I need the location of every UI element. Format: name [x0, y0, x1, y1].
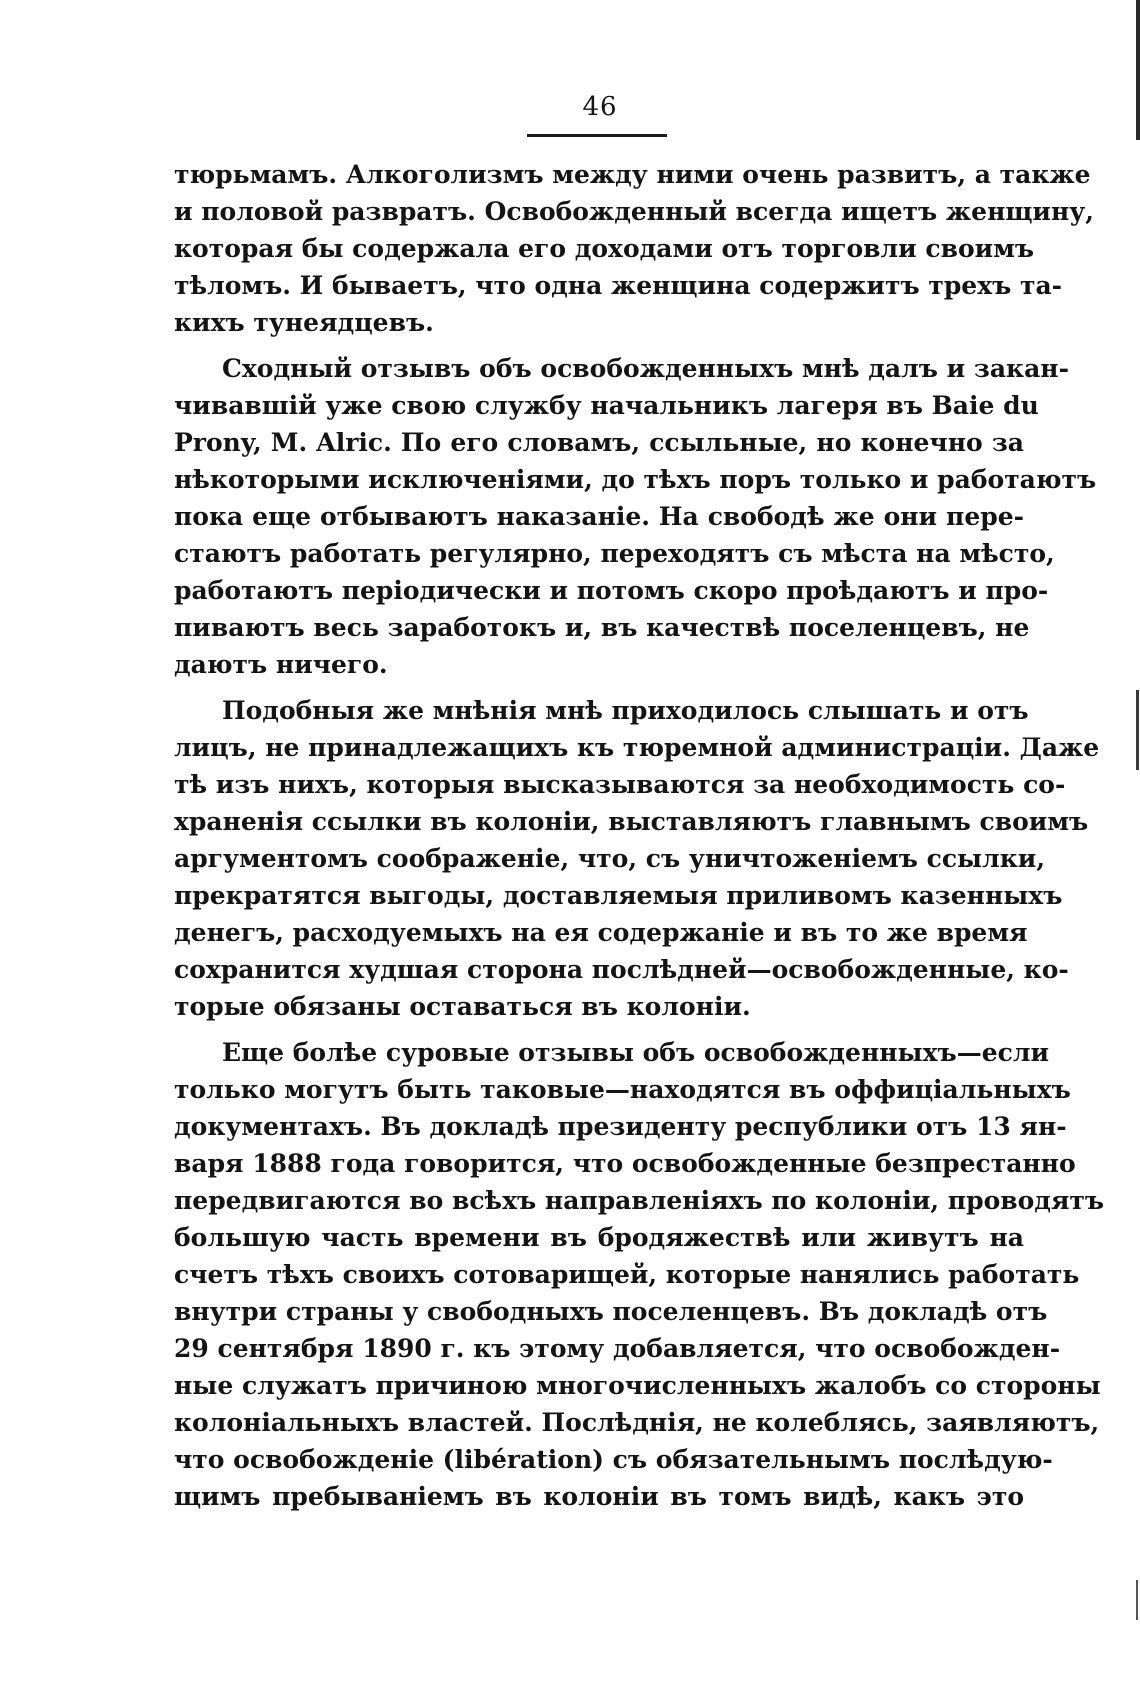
text-line: большую часть времени въ бродяжествѣ или живутъ на	[174, 1223, 1024, 1252]
page-number: 46	[582, 92, 618, 122]
text-line: только могутъ быть таковые—находятся въ оффиціальныхъ	[174, 1075, 1071, 1104]
text-line: тѣ изъ нихъ, которыя высказываются за необходимость со-	[174, 770, 1066, 799]
text-line: передвигаются во всѣхъ направленіяхъ по колоніи, проводятъ	[174, 1186, 1105, 1215]
text-line: стаютъ работать регулярно, переходятъ съ мѣста на мѣсто,	[174, 539, 1055, 568]
text-line: что освобожденіе (libération) съ обязательнымъ послѣдую-	[174, 1445, 1053, 1474]
text-line: колоніальныхъ властей. Послѣднія, не колеблясь, заявляютъ,	[174, 1408, 1100, 1437]
text-line: сохранится худшая сторона послѣдней—освобожденные, ко-	[174, 955, 1069, 984]
paragraph	[174, 692, 1100, 1025]
text-line: внутри страны у свободныхъ поселенцевъ. Въ докладѣ отъ	[174, 1297, 1048, 1326]
scan-edge-mark	[1136, 1580, 1138, 1620]
text-line: даютъ ничего.	[174, 650, 388, 679]
text-line: кихъ тунеядцевъ.	[174, 308, 434, 337]
text-line: пиваютъ весь заработокъ и, въ качествѣ поселенцевъ, не	[174, 613, 1030, 642]
text-line: 29 сентября 1890 г. къ этому добавляется, что освобожден-	[174, 1334, 1061, 1363]
text-line: торые обязаны оставаться въ колоніи.	[174, 992, 751, 1021]
paragraph	[174, 350, 1097, 683]
text-line: Еще болѣе суровые отзывы объ освобожденныхъ—если	[222, 1038, 1049, 1067]
page-number-rule	[527, 134, 667, 137]
text-line: документахъ. Въ докладѣ президенту республики отъ 13 ян-	[174, 1112, 1067, 1141]
text-line: щимъ пребываніемъ въ колоніи въ томъ видѣ, какъ это	[174, 1482, 1024, 1511]
text-line: счетъ тѣхъ своихъ сотоварищей, которые нанялись работать	[174, 1260, 1080, 1289]
text-line: аргументомъ соображеніе, что, съ уничтоженіемъ ссылки,	[174, 844, 1046, 873]
text-line: лицъ, не принадлежащихъ къ тюремной администраціи. Даже	[174, 733, 1100, 762]
text-line: прекратятся выгоды, доставляемыя приливомъ казенныхъ	[174, 881, 1063, 910]
text-line: варя 1888 года говорится, что освобожденные безпрестанно	[174, 1149, 1076, 1178]
text-line: чивавшій уже свою службу начальникъ лагеря въ Baie du	[174, 391, 1039, 420]
text-line: Prony, M. Alric. По его словамъ, ссыльные, но конечно за	[174, 428, 1024, 457]
text-line: которая бы содержала его доходами отъ торговли своимъ	[174, 234, 1035, 263]
body-text	[174, 156, 1105, 1515]
paragraph	[174, 1034, 1105, 1515]
text-line: пока еще отбываютъ наказаніе. На свободѣ же они пере-	[174, 502, 1024, 531]
text-line: Подобныя же мнѣнія мнѣ приходилось слышать и отъ	[222, 696, 1029, 725]
text-line: работаютъ періодически и потомъ скоро проѣдаютъ и про-	[174, 576, 1049, 605]
text-line: храненія ссылки въ колоніи, выставляютъ главнымъ своимъ	[174, 807, 1089, 836]
text-line: Сходный отзывъ объ освобожденныхъ мнѣ далъ и закан-	[222, 354, 1069, 383]
text-line: денегъ, расходуемыхъ на ея содержаніе и въ то же время	[174, 918, 1028, 947]
paragraph	[174, 156, 1094, 341]
text-line: и половой развратъ. Освобожденный всегда ищетъ женщину,	[174, 197, 1094, 226]
text-line: тюрьмамъ. Алкоголизмъ между ними очень развитъ, а также	[174, 160, 1091, 189]
text-line: нѣкоторыми исключеніями, до тѣхъ поръ только и работаютъ	[174, 465, 1097, 494]
scan-edge-mark	[1136, 690, 1139, 770]
text-line: ные служатъ причиною многочисленныхъ жалобъ со стороны	[174, 1371, 1101, 1400]
text-line: тѣломъ. И бываетъ, что одна женщина содержитъ трехъ та-	[174, 271, 1063, 300]
